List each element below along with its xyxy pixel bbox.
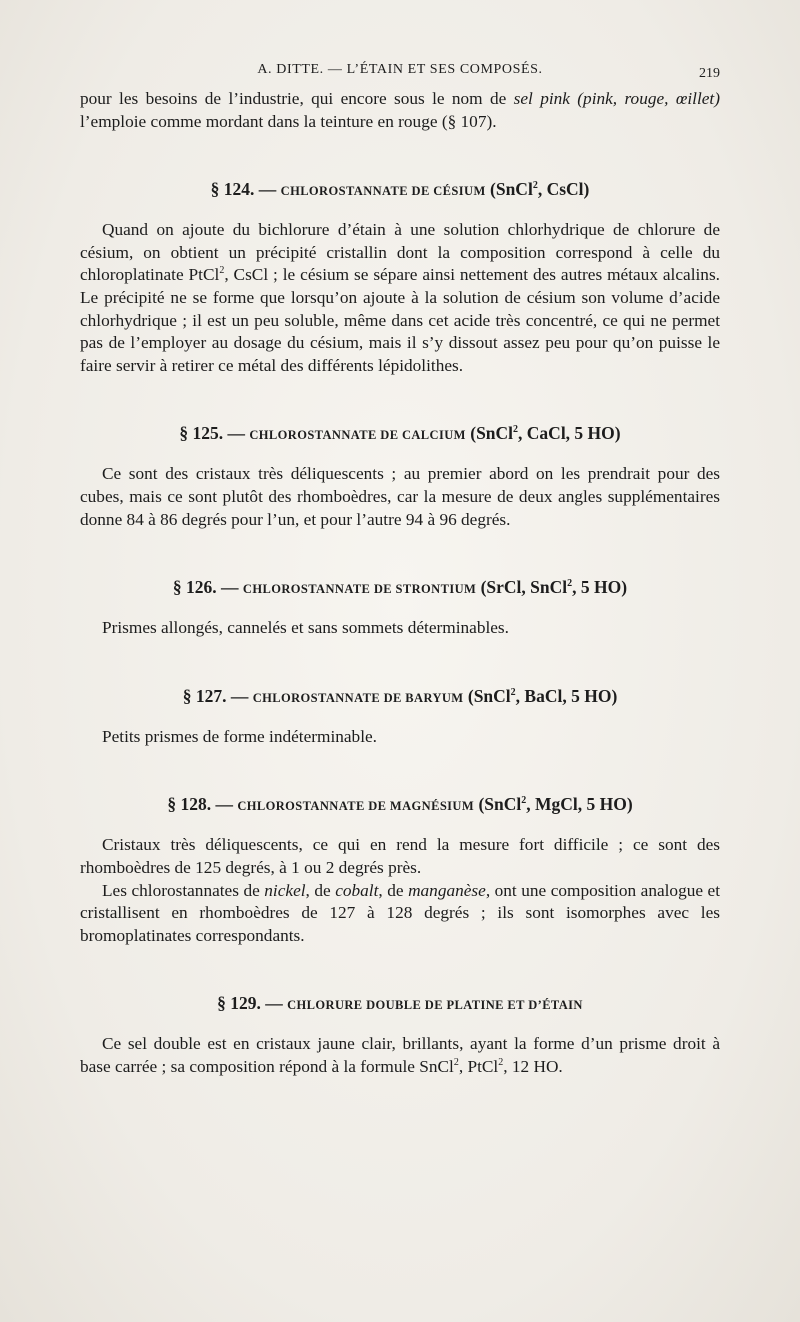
section-name: CHLOROSTANNATE DE BARYUM <box>252 690 464 705</box>
section-formula: (SnCl$^2$, MgCl, 5 HO) <box>478 794 633 815</box>
section-name: CHLOROSTANNATE DE STRONTIUM <box>242 582 477 597</box>
section-heading-128 <box>80 792 720 818</box>
page-number: 219 <box>699 66 720 81</box>
section-paragraph-127: Petits prismes de forme indéterminable. <box>102 726 377 746</box>
section-formula: (SrCl, SnCl$^2$, 5 HO) <box>480 577 628 598</box>
section-name: CHLOROSTANNATE DE MAGNÉSIUM <box>237 799 475 814</box>
section-number: § 125. — <box>179 423 245 444</box>
section-name: CHLOROSTANNATE DE CALCIUM <box>249 428 466 443</box>
section-heading-125 <box>80 421 720 447</box>
intro-text-end: l’emploie comme mordant dans la teinture en rouge (§ 107). <box>80 111 497 131</box>
section-paragraph-128-b: Les chlorostannates de nickel, de cobalt, de manganèse, ont une composition analogue et cristallisent en rhomboèdres de 127 à 128 degrés ; ils sont isomorphes avec les bromoplatinates correspondants. <box>80 880 720 945</box>
section-paragraph-124: Quand on ajoute du bichlorure d’étain à une solution chlorhydrique de chlorure de césium, on obtient un précipité cristallin dont la composition correspond à celle du chloroplatinate PtCl$^2$, CsCl ; le césium se sépare ainsi nettement des autres métaux alcalins. Le précipité ne se forme que lorsqu’on ajoute à la solution de césium son volume d’acide chlorhydrique ; il est un peu soluble, même dans cet acide très concentré, ce qui ne permet pas de l’employer au dosage du césium, mais il s’y dissout assez peu pour qu’on puisse le faire servir à retirer ce métal des différents lépidolithes. <box>80 220 720 375</box>
section-heading-124 <box>80 177 720 203</box>
section-formula: (SnCl$^2$, BaCl, 5 HO) <box>467 685 618 706</box>
section-formula: (SnCl$^2$, CaCl, 5 HO) <box>470 423 621 444</box>
intro-italic: sel pink (pink, rouge, œillet) <box>513 89 720 108</box>
section-number: § 127. — <box>182 685 249 706</box>
section-heading-126 <box>80 575 720 601</box>
section-paragraph-125: Ce sont des cristaux très déliquescents ; au premier abord on les prendrait pour des cubes, mais ce sont plutôt des rhomboèdres, car la mesure de deux angles supplémentaires donne 84 à 86 degrés pour l’un, et pour l’autre 94 à 96 degrés. <box>80 464 720 529</box>
running-head <box>80 62 720 84</box>
section-number: § 128. — <box>167 794 233 815</box>
section-name: CHLORURE DOUBLE DE PLATINE ET D’ÉTAIN <box>287 998 583 1013</box>
section-name: CHLOROSTANNATE DE CÉSIUM <box>280 184 486 199</box>
intro-text: pour les besoins de l’industrie, qui encore sous le nom de <box>80 89 514 108</box>
section-heading-127 <box>80 684 720 710</box>
section-number: § 129. — <box>217 993 283 1014</box>
section-number: § 124. — <box>210 179 277 200</box>
intro-paragraph <box>80 88 720 133</box>
section-paragraph-126: Prismes allongés, cannelés et sans sommets déterminables. <box>102 618 509 638</box>
section-formula: (SnCl$^2$, CsCl) <box>490 179 590 200</box>
running-title: A. DITTE. — L’ÉTAIN ET SES COMPOSÉS. <box>257 62 543 77</box>
section-paragraph-129: Ce sel double est en cristaux jaune clair, brillants, ayant la forme d’un prisme droit à base carrée ; sa composition répond à la formule SnCl$^2$, PtCl$^2$, 12 HO. <box>80 1034 720 1076</box>
section-paragraph-128: Cristaux très déliquescents, ce qui en rend la mesure fort difficile ; ce sont des rhomboèdres de 125 degrés, à 1 ou 2 degrés près. <box>80 835 720 877</box>
section-number: § 126. — <box>172 577 239 598</box>
section-heading-129 <box>80 991 720 1017</box>
page-content <box>80 88 720 1078</box>
